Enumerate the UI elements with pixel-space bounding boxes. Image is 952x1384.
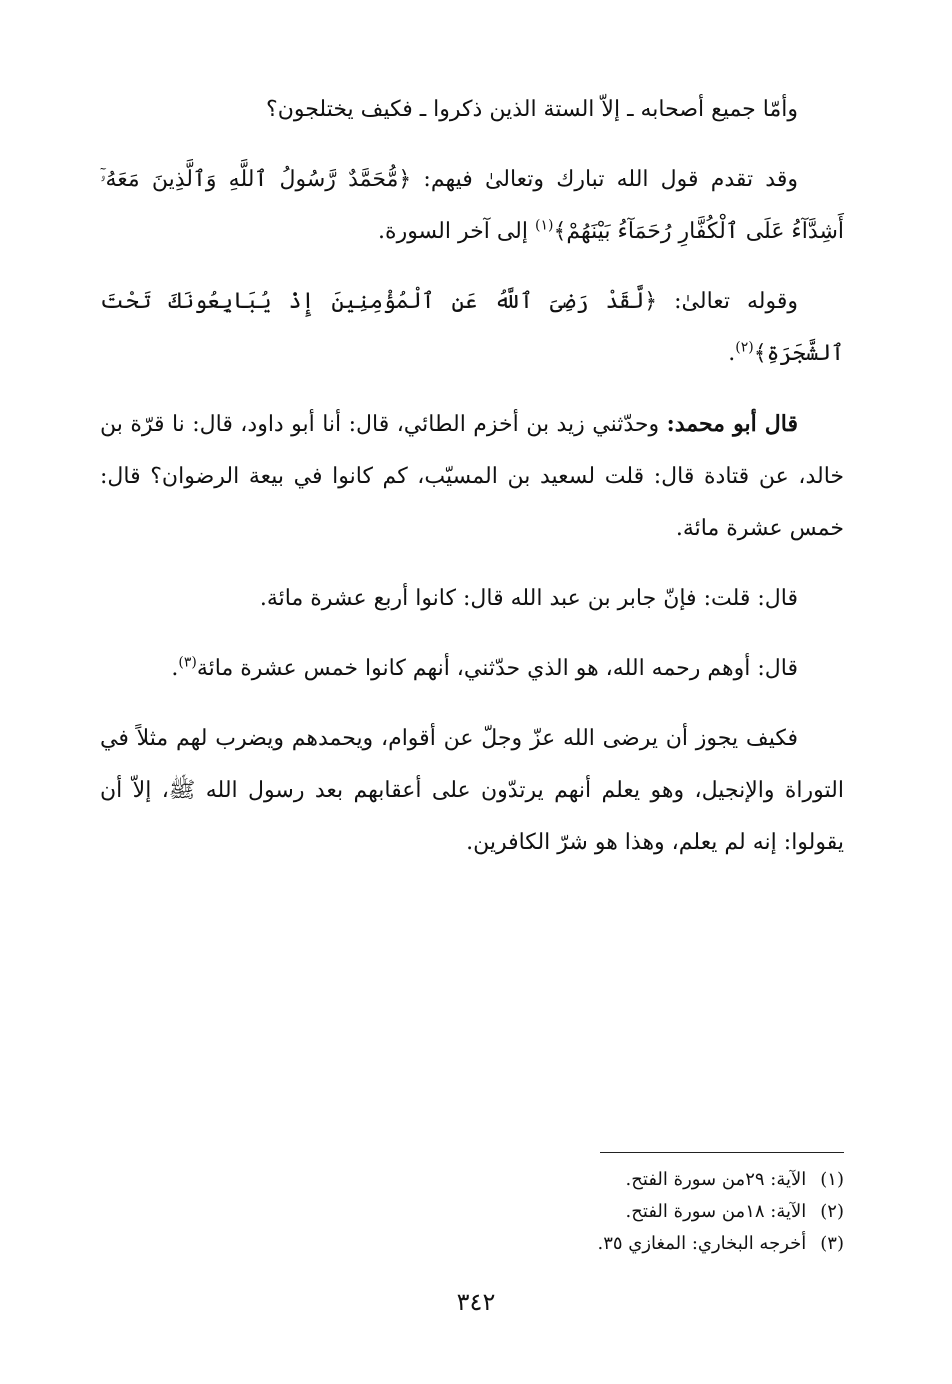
footnote-2 <box>100 1196 844 1228</box>
footnote-3-number: (٣) <box>820 1233 844 1254</box>
quran-verse-2: ﴿لَّقَدْ رَضِىَ ٱللَّهُ عَنِ ٱلْمُؤْمِنِينَ إِذْ يُبَايِعُونَكَ تَحْتَ ٱلشَّجَرَةِ﴾ <box>100 289 844 366</box>
footnote-1-text: الآية: ٢٩من سورة الفتح. <box>625 1169 807 1190</box>
footnote-1-number: (١) <box>820 1169 844 1190</box>
footnote-3 <box>100 1228 844 1260</box>
paragraph-2-end: إلى آخر السورة. <box>378 219 535 244</box>
paragraph-1 <box>100 84 844 136</box>
paragraph-6-text: قال: أوهم رحمه الله، هو الذي حدّثني، أنهم كانوا خمس عشرة مائة <box>196 656 798 681</box>
paragraph-6 <box>100 643 844 695</box>
footnote-divider <box>600 1152 844 1153</box>
paragraph-5 <box>100 573 844 625</box>
footnote-2-number: (٢) <box>820 1201 844 1222</box>
footnotes <box>100 1164 844 1260</box>
footnote-1 <box>100 1164 844 1196</box>
quran-verse-1: ﴿مُّحَمَّدٌ رَّسُولُ ٱللَّهِ وَٱلَّذِينَ مَعَهُۥٓ أَشِدَّآءُ عَلَى ٱلْكُفَّارِ رُحَمَآءُ بَيْنَهُمْ﴾ <box>100 167 844 244</box>
speaker-label: قال أبو محمد: <box>666 411 799 437</box>
paragraph-5-text: قال: قلت: فإنّ جابر بن عبد الله قال: كانوا أربع عشرة مائة. <box>259 586 798 611</box>
footnote-2-text: الآية: ١٨من سورة الفتح. <box>625 1201 807 1222</box>
paragraph-1-text: وأمّا جميع أصحابه ـ إلاّ الستة الذين ذكروا ـ فكيف يختلجون؟ <box>266 97 798 122</box>
paragraph-4-text: وحدّثني زيد بن أخزم الطائي، قال: أنا أبو داود، قال: نا قرّة بن خالد، عن قتادة قال: قلت لسعيد بن المسيّب، كم كانوا في بيعة الرضوان؟ قال: خمس عشرة مائة. <box>100 412 844 541</box>
footnote-ref-1: (١) <box>534 217 554 234</box>
paragraph-6-end: . <box>171 656 179 681</box>
paragraph-2-intro: وقد تقدم قول الله تبارك وتعالىٰ فيهم: <box>411 167 798 192</box>
main-text <box>100 84 844 869</box>
paragraph-7-text: فكيف يجوز أن يرضى الله عزّ وجلّ عن أقوام، ويحمدهم ويضرب لهم مثلاً في التوراة والإنجيل، وهو يعلم أنهم يرتدّون على أعقابهم بعد رسول الله ﷺ، إلاّ أن يقولوا: إنه لم يعلم، وهذا هو شرّ الكافرين. <box>100 726 844 855</box>
paragraph-7 <box>100 713 844 869</box>
paragraph-4 <box>100 398 844 555</box>
footnote-ref-3: (٣) <box>178 654 197 671</box>
footnote-3-text: أخرجه البخاري: المغازي ٣٥. <box>597 1233 807 1254</box>
paragraph-3 <box>100 276 844 380</box>
footnote-ref-2: (٢) <box>735 339 754 356</box>
page-number: ٣٤٢ <box>456 1288 496 1316</box>
paragraph-2 <box>100 154 844 258</box>
paragraph-3-end: . <box>728 341 736 366</box>
paragraph-3-intro: وقوله تعالىٰ: <box>657 289 798 314</box>
